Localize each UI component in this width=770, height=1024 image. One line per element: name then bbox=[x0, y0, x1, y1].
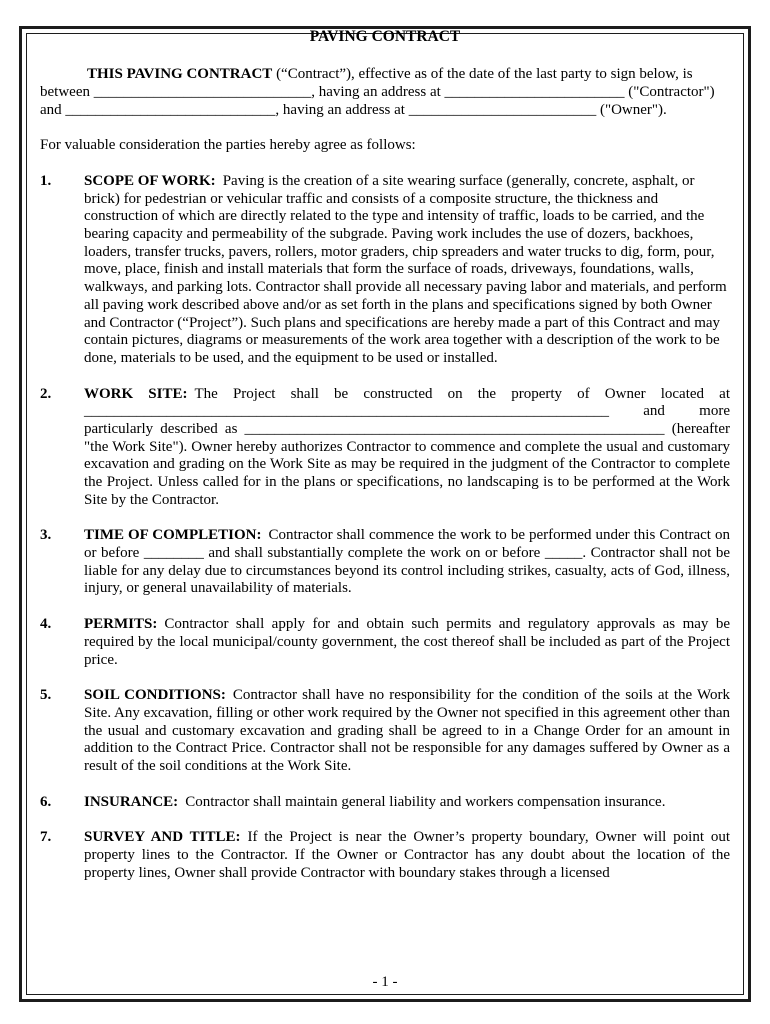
section-body-text: Contractor shall apply for and obtain such permits and regulatory approvals as may be required by the local municipal/county government, the cost thereof shall be included as part of the Project price. bbox=[84, 616, 730, 668]
section-body-text: Contractor shall have no responsibility for the condition of the soils at the Work Site. Any excavation, filling or other work required by the Owner not specified in this agreement other than the usual and customary excavation and grading shall be agreed to in a Change Order for an amount in addition to the Contract Price. Contractor shall not be responsible for any damages suffered by Owner as a result of the soil conditions at the Work Site. bbox=[84, 687, 730, 774]
section-survey-and-title bbox=[40, 829, 730, 882]
consideration-line: For valuable consideration the parties hereby agree as follows: bbox=[40, 137, 416, 154]
section-time-of-completion bbox=[40, 527, 730, 598]
section-number: 7. bbox=[40, 829, 52, 846]
section-work-site bbox=[40, 386, 730, 510]
section-body-text: Paving is the creation of a site wearing surface (generally, concrete, asphalt, or brick) for pedestrian or vehicular traffic and consists of a composite structure, the thickness and construction of which are directly related to the type and intensity of traffic, loads to be carried, and the bearing capacity and permeability of the subgrade. Paving work includes the use of dozers, backhoes, loaders, transfer trucks, pavers, rollers, motor graders, chip spreaders and water trucks to dig, form, pour, move, place, finish and install materials that form the surface of roads, driveways, foundations, walls, walkways, and parking lots. Contractor shall provide all necessary paving labor and materials, and perform all paving work described above and/or as set forth in the plans and specifications signed by both Owner and Contractor (“Project”). Such plans and specifications are hereby made a part of this Contract and may contain pictures, diagrams or measurements of the work area together with a description of the work to be done, materials to be used, and the equipment to be used or installed. bbox=[84, 173, 727, 366]
section-heading: SCOPE OF WORK: bbox=[84, 173, 216, 190]
section-paragraph bbox=[84, 687, 730, 775]
section-body-text: Contractor shall commence the work to be performed under this Contract on or before ________ and shall substantially complete the work on or before _____. Contractor shall not be liable for any delay due to circumstances beyond its control including strikes, casualty, acts of God, illness, injury, or general unavailability of materials. bbox=[84, 527, 730, 597]
section-paragraph bbox=[84, 829, 730, 882]
section-number: 3. bbox=[40, 527, 52, 544]
section-heading: TIME OF COMPLETION: bbox=[84, 527, 262, 544]
page-title: PAVING CONTRACT bbox=[309, 28, 461, 45]
section-number: 1. bbox=[40, 173, 52, 190]
section-number: 2. bbox=[40, 385, 52, 402]
section-paragraph bbox=[84, 616, 730, 669]
intro-lead-bold: THIS PAVING CONTRACT bbox=[87, 66, 273, 83]
section-number: 6. bbox=[40, 793, 52, 810]
section-paragraph bbox=[84, 527, 730, 598]
section-heading: INSURANCE: bbox=[84, 793, 179, 810]
section-insurance bbox=[40, 794, 730, 812]
section-heading: WORK SITE: bbox=[84, 385, 188, 402]
page-number: - 1 - bbox=[372, 974, 398, 991]
section-body-text: If the Project is near the Owner’s property boundary, Owner will point out property lines to the Contractor. If the Owner or Contractor has any doubt about the location of the property lines, Owner shall provide Contractor with boundary stakes through a licensed bbox=[84, 829, 730, 881]
section-permits bbox=[40, 616, 730, 669]
section-heading: SURVEY AND TITLE: bbox=[84, 829, 241, 846]
section-number: 4. bbox=[40, 616, 52, 633]
section-body-text: Contractor shall maintain general liability and workers compensation insurance. bbox=[185, 793, 666, 810]
section-paragraph bbox=[84, 386, 730, 510]
section-paragraph bbox=[84, 173, 730, 368]
section-heading: SOIL CONDITIONS: bbox=[84, 687, 226, 704]
section-soil-conditions bbox=[40, 687, 730, 775]
section-paragraph bbox=[84, 794, 730, 812]
section-number: 5. bbox=[40, 687, 52, 704]
section-scope-of-work bbox=[40, 173, 730, 368]
section-body-text: The Project shall be constructed on the property of Owner located at ______________________________________________________________________ and more particularly described as ________________________________________________________ (hereafter "the Work Site"). Owner hereby authorizes Contractor to commence and complete the usual and customary excavation and grading on the Work Site as may be required in the judgment of the Contractor to complete the Project. Unless called for in the plans or specifications, no landscaping is to be performed at the Work Site by the Contractor. bbox=[84, 385, 730, 508]
page-content bbox=[40, 28, 730, 882]
section-heading: PERMITS: bbox=[84, 616, 158, 633]
intro-text: (“Contract”), effective as of the date of the last party to sign below, is between _____________________________, having an address at ________________________ ("Contractor") and ____________________________, having an address at _________________________ ("Owner"). bbox=[40, 66, 715, 118]
intro-paragraph bbox=[40, 66, 730, 119]
